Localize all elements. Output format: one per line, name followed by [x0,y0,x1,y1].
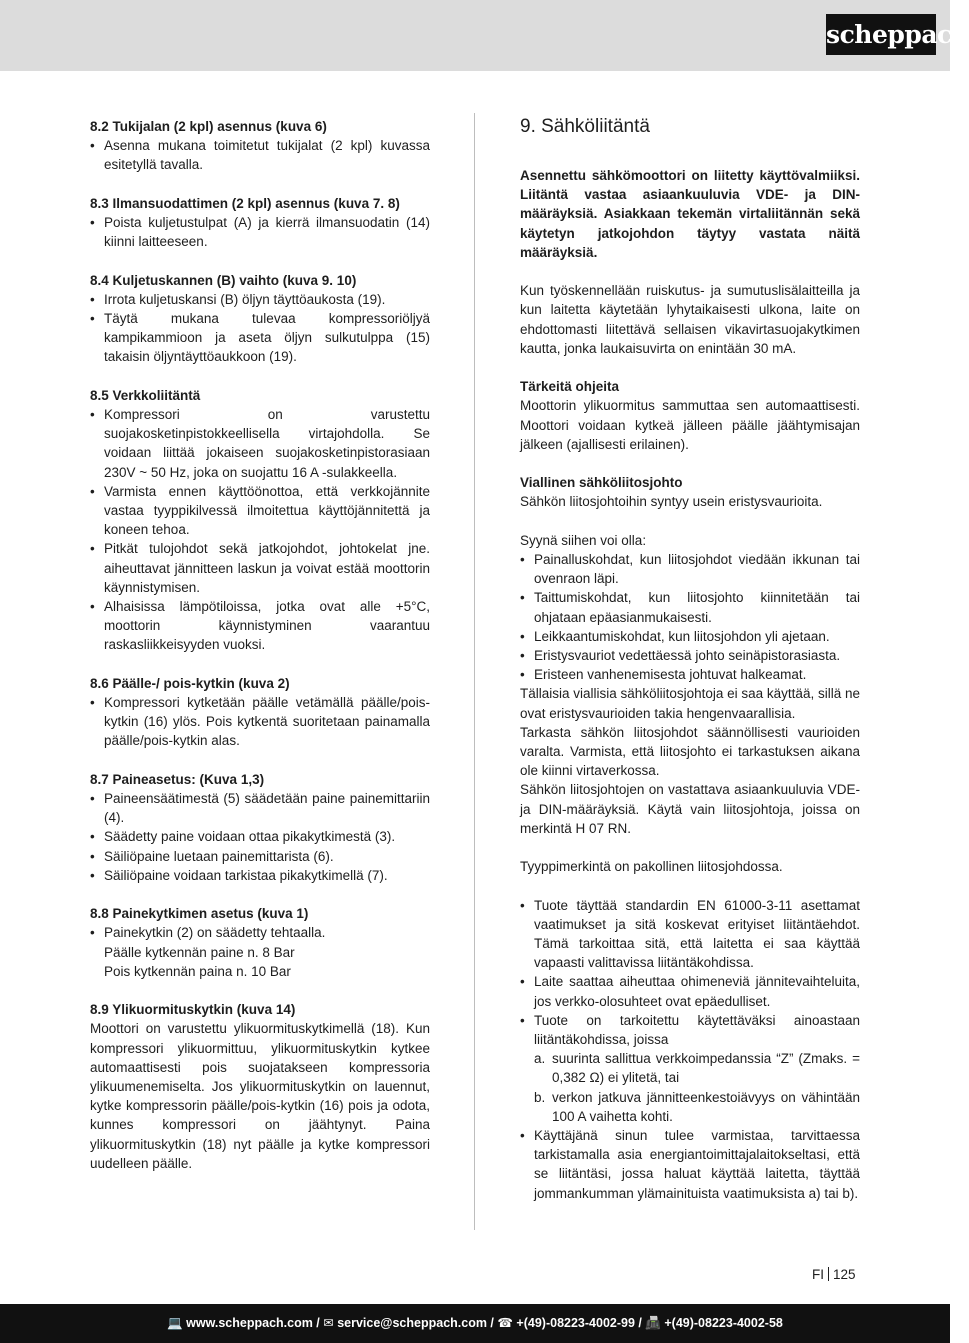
bullet-item: • Käyttäjänä sinun tulee varmistaa, tarvittaessa tarkistamalla asia energiantoimittajalaitokseltasi, että se liitäntäsi, jossa haluat käyttää laitetta, täyttää jommankumman ylämainituista vaatimuksista a) tai b). [520,1126,860,1203]
bullet-item: • Painalluskohdat, kun liitosjohdot viedään ikkunan tai ovenraon läpi. [520,550,860,588]
bullet-item: • Pitkät tulojohdot sekä jatkojohdot, johtokelat jne. aiheuttavat jännitteen laskun ja voivat estää moottorin käynnistymisen. [90,539,430,597]
section-heading: Viallinen sähköliitosjohto [520,475,683,491]
intro-paragraph: Asennettu sähkömoottori on liitetty käyttövalmiiksi. Liitäntä vastaa asiaankuuluvia VDE- ja DIN-määräyksiä. Asiakkaan tekemän virtaliitännän sekä käytetyn jatkojohdon täytyy vastata näitä määräyksiä. [520,168,860,260]
section-heading: 8.5 Verkkoliitäntä [90,387,201,403]
bullet-item: • Täytä mukana tulevaa kompressoriöljyä kampikammioon ja aseta öljyn sulkutulppa (15) takaisin öljyntäyttöaukkoon (19). [90,309,430,367]
sub-list-text: suurinta sallittua verkkoimpedanssia “Z” (Zmaks. = 0,382 Ω) ei ylitetä, tai [552,1051,860,1086]
section-heading: 8.7 Paineasetus: (Kuva 1,3) [90,771,265,787]
section [90,674,430,751]
sub-list-item [520,1088,860,1126]
page-number [812,1265,856,1284]
footer-contact-bar: 💻 www.scheppach.com / ✉ service@scheppach.com / ☎ +(49)-08223-4002-99 / 📠 +(49)-08223-4002-58 [0,1304,950,1343]
bullet-item: • Kompressori kytketään päälle vetämällä päälle/pois-kytkin (16) ylös. Pois kytkentä suoritetaan painamalla päälle/pois-kytkin alas. [90,693,430,751]
bullet-item: • Varmista ennen käyttöönottoa, että verkkojännite vastaa tyyppikilvessä ilmoitettua käyttöjännitettä ja koneen tehoa. [90,482,430,540]
paragraph: Tällaisia viallisia sähköliitosjohtoja ei saa käyttää, sillä ne ovat eristysvaurioiden takia hengenvaarallisia. [520,686,860,721]
page-number-value: 125 [833,1267,856,1282]
bullet-item: • Paineensäätimestä (5) säädetään paine painemittariin (4). [90,789,430,827]
bullet-item: • Säädetty paine voidaan ottaa pikakytkimestä (3). [90,827,430,846]
section [520,377,860,454]
paragraph: Tarkasta sähkön liitosjohdot säännöllisesti vaurioiden varalta. Varmista, että liitosjohto ei tarkastuksen aikana ole kiinni virtaverkossa. [520,724,860,779]
section-heading: 8.4 Kuljetuskannen (B) vaihto (kuva 9. 10) [90,272,357,288]
column-divider [474,113,475,1230]
header-band [0,0,950,71]
bullet-item: • Taittumiskohdat, kun liitosjohto kiinnitetään tai ohjataan epäasianmukaisesti. [520,588,860,626]
section [90,904,430,981]
paragraph: Tyyppimerkintä on pakollinen liitosjohdossa. [520,859,783,875]
section [520,857,860,876]
bullet-item: • Eristeen vanhenemisesta johtuvat halkeamat. [520,665,860,684]
bullet-item: • Laite saattaa aiheuttaa ohimeneviä jännitevaihteluita, jos verkko-olosuhteet ovat epäedulliset. [520,972,860,1010]
section [90,271,430,367]
bullet-item: • Leikkaantumiskohdat, kun liitosjohdon yli ajetaan. [520,627,860,646]
language-code: FI [812,1267,824,1282]
bullet-item: • Eristysvauriot vedettäessä johto seinäpistorasiasta. [520,646,860,665]
bullet-item: • Painekytkin (2) on säädetty tehtaalla. [90,923,430,942]
bullet-item: • Tuote täyttää standardin EN 61000-3-11 asettamat vaatimukset ja sitä koskevat erityiset liitäntäehdot. Tämä tarkoittaa sitä, että laitetta ei saa käyttää vapaasti valittavissa liitäntäkohdissa. [520,896,860,973]
paragraph: Syynä siihen voi olla: [520,532,647,548]
section-heading: 8.6 Päälle-/ pois-kytkin (kuva 2) [90,675,290,691]
sub-list-marker: b. [534,1089,546,1105]
paragraph: Kun työskennellään ruiskutus- ja sumutuslisälaitteilla ja kun laitetta käytetään lyhytaikaisesti ulkona, laite on ehdottomasti liitettävä sellaisen vikavirtasuojakytkimen kautta, jonka laukaisuvirta on enintään 30 mA. [520,283,860,356]
bullet-item: • Tuote on tarkoitettu käytettäväksi ainoastaan liitäntäkohdissa, joissa [520,1011,860,1049]
section-heading: 8.3 Ilmansuodattimen (2 kpl) asennus (kuva 7. 8) [90,195,400,211]
paragraph: Sähkön liitosjohtojen on vastattava asiaankuuluvia VDE- ja DIN-määräyksiä. Käytä vain liitosjohtoja, joissa on merkintä H 07 RN. [520,782,860,836]
left-column [90,117,430,1192]
bullet-item: • Kompressori on varustettu suojakosketinpistokkeellisella virtajohdolla. Se voidaan liittää jokaiseen suojakosketinpistorasiaan 230V ~ 50 Hz, joka on suojattu 16 A -sulakkeella. [90,405,430,482]
paragraph: Moottorin ylikuormitus sammuttaa sen automaattisesti. Moottori voidaan kytkeä jälleen päälle jäähtymisajan jälkeen (ajallisesti erilainen). [520,398,860,452]
indented-line: Pois kytkennän paina n. 10 Bar [104,963,291,979]
paragraph: Sähkön liitosjohtoihin syntyy usein eristysvaurioita. [520,494,823,510]
section [90,117,430,175]
section [90,386,430,655]
bullet-item: • Asenna mukana toimitetut tukijalat (2 kpl) kuvassa esitetyllä tavalla. [90,136,430,174]
section [520,896,860,1203]
paragraph: Moottori on varustettu ylikuormituskytkimellä (18). Kun kompressori ylikuormittuu, ylikuormituskytkin kytkee automaattisesti pois suojatakseen kompressoria ylikuumenemiselta. Jos ylikuormituskytkin on lauennut, kytke kompressorin päälle/pois-kytkin (16) pois ja odota, kunnes kompressori on jäähtynyt. Paina ylikuormituskytkin (18) nyt päälle ja kytke kompressori uudelleen päälle. [90,1021,430,1171]
bullet-item: • Säiliöpaine voidaan tarkistaa pikakytkimellä (7). [90,866,430,885]
bullet-item: • Irrota kuljetuskansi (B) öljyn täyttöaukosta (19). [90,290,430,309]
sub-list-marker: a. [534,1051,546,1067]
section [520,281,860,358]
sub-list-text: verkon jatkuva jännitteenkestoiävyys on vähintään 100 A vaihetta kohti. [552,1089,860,1124]
section [520,531,860,838]
scheppach-logo: scheppach [826,14,936,55]
section-heading: 8.9 Ylikuormituskytkin (kuva 14) [90,1002,296,1018]
section-heading: 8.2 Tukijalan (2 kpl) asennus (kuva 6) [90,119,327,134]
chapter-title: 9. Sähköliitäntä [520,116,650,137]
section [90,194,430,252]
bullet-item: • Poista kuljetustulpat (A) ja kierrä ilmansuodatin (14) kiinni laitteeseen. [90,213,430,251]
section [90,770,430,885]
indented-line: Päälle kytkennän paine n. 8 Bar [104,944,295,960]
right-column [520,117,860,1222]
section [520,473,860,511]
section-heading: Tärkeitä ohjeita [520,379,620,395]
section-heading: 8.8 Painekytkimen asetus (kuva 1) [90,906,309,922]
bullet-item: • Alhaisissa lämpötiloissa, jotka ovat alle +5°C, moottorin käynnistyminen vaarantuu raskasliikkeisyyden vuoksi. [90,597,430,655]
page-number-separator [828,1267,829,1281]
section [90,1000,430,1173]
right-column-blocks [520,281,860,1203]
bullet-item: • Säiliöpaine luetaan painemittarista (6). [90,847,430,866]
sub-list-item [520,1049,860,1087]
